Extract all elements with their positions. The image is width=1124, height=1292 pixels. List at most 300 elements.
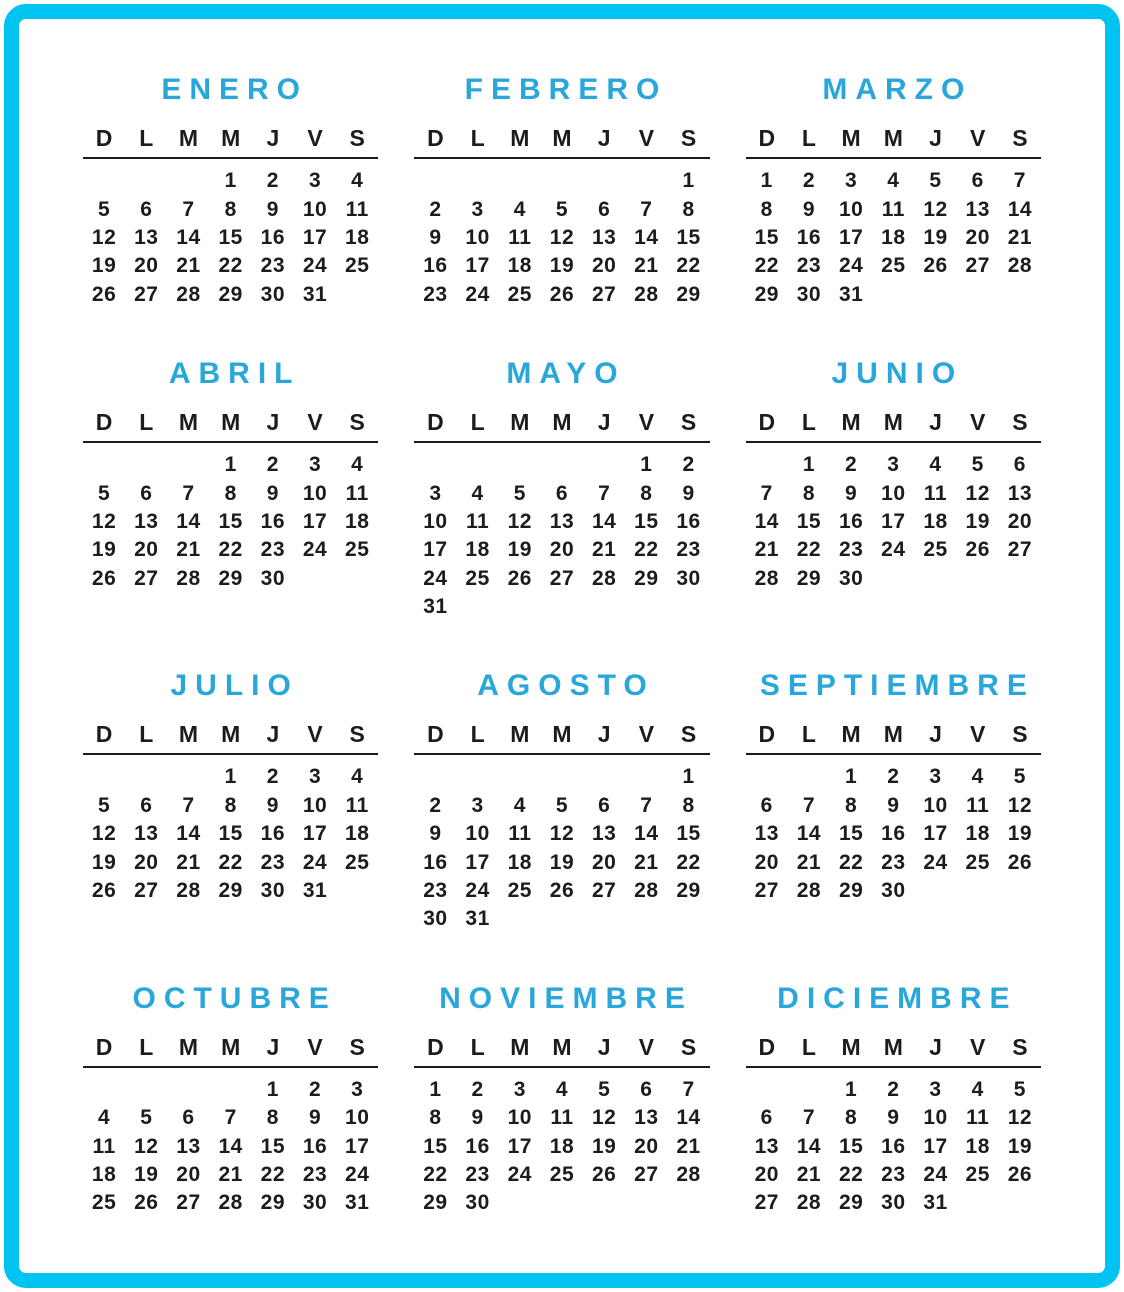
day-cell: 30 — [838, 566, 864, 590]
weekday-label: M — [221, 125, 241, 151]
day-cell: 9 — [887, 1106, 900, 1130]
month-julio — [83, 671, 378, 905]
day-cell: 18 — [965, 822, 990, 846]
day-cell: 13 — [591, 822, 617, 846]
week-row — [83, 1104, 378, 1132]
day-cell: 8 — [845, 1106, 858, 1130]
day-cell: 27 — [134, 566, 159, 590]
day-cell: 8 — [845, 793, 858, 817]
day-cell: 17 — [838, 225, 864, 249]
day-cell: 30 — [423, 907, 448, 931]
day-cell: 8 — [760, 197, 773, 221]
day-cell: 3 — [513, 1077, 526, 1101]
week-row — [746, 820, 1041, 848]
day-cell: 17 — [923, 822, 948, 846]
day-cell: 6 — [555, 481, 569, 505]
weeks-grid — [746, 167, 1041, 309]
week-row — [414, 195, 709, 223]
day-cell: 6 — [760, 793, 773, 817]
weekday-label: V — [970, 125, 986, 151]
day-cell: 18 — [507, 850, 532, 874]
day-cell: 2 — [887, 765, 900, 789]
week-row — [83, 536, 378, 564]
day-cell: 29 — [260, 1191, 286, 1215]
weekday-label: D — [427, 125, 444, 151]
day-cell: 5 — [98, 793, 111, 817]
day-cell: 17 — [465, 254, 490, 278]
day-cell: 9 — [308, 1106, 322, 1130]
day-cell: 14 — [796, 1134, 822, 1158]
day-cell: 7 — [640, 197, 653, 221]
day-cell: 16 — [881, 822, 906, 846]
day-cell: 22 — [796, 538, 822, 562]
day-cell: 3 — [929, 765, 942, 789]
day-cell: 28 — [176, 566, 201, 590]
day-cell: 15 — [218, 509, 243, 533]
weekday-label: L — [801, 125, 816, 151]
day-cell: 13 — [754, 1134, 779, 1158]
day-cell: 12 — [91, 822, 117, 846]
weekday-label: L — [801, 1033, 816, 1060]
weekday-label: V — [970, 408, 986, 435]
day-cell: 18 — [881, 225, 906, 249]
day-cell: 5 — [555, 793, 569, 817]
day-cell: 16 — [881, 1134, 906, 1158]
day-cell: 18 — [549, 1134, 575, 1158]
day-cell: 6 — [971, 169, 984, 193]
day-cell: 27 — [634, 1163, 659, 1186]
weekday-label: V — [638, 125, 655, 151]
week-row — [746, 792, 1041, 820]
day-cell: 19 — [1007, 1134, 1033, 1158]
day-cell: 28 — [176, 879, 201, 903]
day-cell: 21 — [176, 850, 201, 874]
day-cell: 31 — [465, 907, 490, 931]
weeks-grid — [83, 1076, 378, 1218]
day-cell: 19 — [591, 1134, 617, 1158]
day-cell: 15 — [423, 1134, 448, 1158]
day-cell: 14 — [218, 1134, 243, 1158]
day-cell: 11 — [966, 793, 990, 817]
weekday-label: S — [1012, 1033, 1028, 1060]
day-cell: 23 — [302, 1163, 328, 1186]
day-cell: 2 — [845, 453, 858, 477]
week-row — [83, 1132, 378, 1160]
day-cell: 24 — [465, 282, 490, 306]
day-cell: 24 — [302, 850, 328, 874]
weekday-header-row — [414, 1033, 709, 1068]
week-row — [414, 1189, 709, 1217]
month-abril — [83, 356, 378, 593]
day-cell: 21 — [1007, 225, 1033, 249]
weekday-label: M — [841, 125, 861, 151]
day-cell: 13 — [549, 509, 575, 533]
day-cell: 8 — [224, 481, 237, 505]
week-row — [414, 252, 709, 280]
day-cell: 25 — [345, 850, 370, 874]
day-cell: 24 — [345, 1163, 370, 1186]
day-cell: 4 — [351, 765, 364, 789]
weekday-label: J — [597, 721, 611, 748]
day-cell: 6 — [640, 1077, 653, 1101]
day-cell: 11 — [923, 481, 948, 505]
week-row — [83, 281, 378, 309]
day-cell: 23 — [423, 879, 448, 903]
day-cell: 30 — [796, 282, 822, 306]
month-title: FEBRERO — [464, 73, 668, 106]
weekday-label: M — [841, 1033, 861, 1060]
weekday-header-row — [83, 127, 378, 159]
day-cell: 26 — [591, 1163, 617, 1186]
week-row — [746, 1161, 1041, 1189]
day-cell: 10 — [345, 1106, 370, 1130]
day-cell: 22 — [754, 254, 779, 278]
weekday-header-row — [414, 408, 709, 443]
weekday-label: L — [801, 408, 816, 435]
day-cell: 25 — [507, 282, 532, 306]
weekday-label: S — [349, 408, 365, 435]
weeks-grid — [414, 167, 709, 309]
day-cell: 24 — [881, 538, 906, 562]
day-cell: 14 — [591, 509, 617, 533]
month-title: SEPTIEMBRE — [759, 669, 1035, 703]
day-cell: 23 — [260, 538, 286, 562]
day-cell: 21 — [634, 850, 659, 874]
day-cell: 20 — [754, 1163, 779, 1186]
day-cell: 14 — [1007, 197, 1033, 221]
week-row — [746, 508, 1041, 536]
day-cell: 28 — [634, 282, 659, 306]
month-diciembre — [746, 981, 1041, 1218]
day-cell: 14 — [634, 225, 659, 249]
day-cell: 24 — [923, 850, 948, 874]
month-mayo — [414, 356, 709, 621]
month-title: DICIEMBRE — [777, 981, 1018, 1015]
weekday-label: J — [929, 1033, 942, 1060]
month-title: JULIO — [170, 669, 299, 703]
day-cell: 20 — [134, 254, 159, 278]
day-cell: 10 — [465, 225, 490, 249]
day-cell: 14 — [754, 509, 779, 533]
weekday-label: J — [597, 408, 611, 435]
weekday-label: M — [221, 1033, 241, 1060]
weekday-header-row — [83, 1033, 378, 1068]
day-cell: 8 — [266, 1106, 279, 1130]
day-cell: 3 — [308, 765, 322, 789]
weekday-label: M — [178, 721, 199, 748]
day-cell: 10 — [507, 1106, 532, 1130]
day-cell: 6 — [140, 793, 153, 817]
weekday-header-row — [746, 127, 1041, 159]
month-septiembre — [746, 671, 1041, 905]
day-cell: 11 — [508, 822, 532, 846]
day-cell: 30 — [676, 566, 701, 590]
month-title: ENERO — [161, 73, 308, 106]
week-row — [746, 763, 1041, 791]
weeks-grid — [414, 1076, 709, 1218]
day-cell: 27 — [965, 254, 990, 278]
day-cell: 7 — [1013, 169, 1026, 193]
week-row — [746, 848, 1041, 876]
weekday-label: S — [680, 125, 697, 151]
day-cell: 31 — [923, 1191, 948, 1215]
day-cell: 15 — [218, 822, 243, 846]
weekday-label: M — [883, 721, 903, 748]
day-cell: 7 — [802, 793, 816, 817]
day-cell: 2 — [429, 197, 442, 221]
day-cell: 9 — [887, 793, 900, 817]
week-row — [746, 451, 1041, 479]
day-cell: 28 — [676, 1163, 701, 1186]
weekday-label: L — [139, 1033, 154, 1060]
day-cell: 28 — [796, 1191, 822, 1215]
weeks-grid — [746, 451, 1041, 593]
week-row — [414, 848, 709, 876]
day-cell: 17 — [881, 509, 906, 533]
week-row — [83, 820, 378, 848]
weekday-label: S — [1012, 125, 1028, 151]
day-cell: 16 — [465, 1134, 490, 1158]
day-cell: 13 — [134, 822, 159, 846]
day-cell: 19 — [1007, 822, 1033, 846]
day-cell: 6 — [140, 481, 153, 505]
day-cell: 20 — [1007, 509, 1033, 533]
day-cell: 25 — [965, 850, 990, 874]
day-cell: 26 — [549, 282, 575, 306]
day-cell: 3 — [471, 197, 484, 221]
day-cell: 14 — [176, 822, 201, 846]
day-cell: 25 — [549, 1163, 575, 1186]
day-cell: 21 — [754, 538, 779, 562]
week-row — [746, 252, 1041, 280]
day-cell: 20 — [754, 850, 779, 874]
day-cell: 21 — [796, 1163, 822, 1186]
day-cell: 23 — [796, 254, 822, 278]
day-cell: 30 — [465, 1191, 490, 1215]
day-cell: 17 — [423, 538, 448, 562]
week-row — [83, 195, 378, 223]
day-cell: 27 — [1007, 538, 1033, 562]
day-cell: 4 — [98, 1106, 111, 1130]
week-row — [414, 820, 709, 848]
day-cell: 28 — [796, 879, 822, 903]
weekday-label: M — [883, 125, 903, 151]
day-cell: 5 — [1013, 765, 1026, 789]
day-cell: 11 — [345, 481, 369, 505]
weekday-label: S — [1012, 721, 1028, 748]
day-cell: 29 — [838, 1191, 864, 1215]
weekday-label: D — [758, 721, 776, 748]
day-cell: 13 — [634, 1106, 659, 1130]
day-cell: 2 — [471, 1077, 484, 1101]
weeks-grid — [414, 763, 709, 933]
day-cell: 10 — [838, 197, 864, 221]
weekday-label: S — [680, 1033, 697, 1060]
day-cell: 7 — [182, 197, 195, 221]
day-cell: 2 — [887, 1077, 900, 1101]
weekday-label: S — [680, 408, 697, 435]
week-row — [746, 167, 1041, 195]
day-cell: 5 — [98, 481, 111, 505]
month-enero — [83, 75, 378, 309]
weekday-label: J — [597, 125, 611, 151]
day-cell: 20 — [634, 1134, 659, 1158]
day-cell: 22 — [260, 1163, 286, 1186]
day-cell: 20 — [134, 538, 159, 562]
week-row — [746, 1076, 1041, 1104]
week-row — [746, 536, 1041, 564]
day-cell: 5 — [98, 197, 111, 221]
month-title: ABRIL — [168, 356, 301, 390]
day-cell: 22 — [218, 850, 243, 874]
weekday-label: M — [221, 408, 241, 435]
week-row — [746, 479, 1041, 507]
weekday-label: M — [883, 1033, 903, 1060]
day-cell: 12 — [923, 197, 948, 221]
day-cell: 1 — [640, 453, 653, 477]
day-cell: 20 — [965, 225, 990, 249]
day-cell: 22 — [218, 254, 243, 278]
day-cell: 25 — [923, 538, 948, 562]
day-cell: 4 — [887, 169, 900, 193]
weekday-label: M — [510, 408, 530, 435]
day-cell: 25 — [965, 1163, 990, 1186]
day-cell: 1 — [802, 453, 816, 477]
day-cell: 2 — [266, 765, 279, 789]
day-cell: 7 — [182, 793, 195, 817]
weekday-label: S — [1012, 408, 1028, 435]
day-cell: 11 — [345, 793, 369, 817]
day-cell: 29 — [634, 566, 659, 590]
weekday-label: M — [552, 125, 572, 151]
day-cell: 30 — [260, 282, 286, 306]
weekday-label: V — [638, 1033, 655, 1060]
weekday-label: D — [427, 721, 444, 748]
day-cell: 26 — [507, 566, 532, 590]
month-title: OCTUBRE — [132, 981, 337, 1015]
day-cell: 3 — [929, 1077, 942, 1101]
week-row — [83, 167, 378, 195]
day-cell: 16 — [796, 225, 822, 249]
month-marzo — [746, 75, 1041, 309]
day-cell: 13 — [176, 1134, 201, 1158]
day-cell: 14 — [176, 509, 201, 533]
day-cell: 16 — [302, 1134, 328, 1158]
weekday-label: L — [801, 721, 816, 748]
day-cell: 5 — [929, 169, 942, 193]
weekday-label: M — [552, 1033, 572, 1060]
day-cell: 4 — [555, 1077, 569, 1101]
day-cell: 26 — [1007, 1163, 1033, 1186]
day-cell: 21 — [591, 538, 617, 562]
weeks-grid — [83, 763, 378, 905]
day-cell: 9 — [471, 1106, 484, 1130]
day-cell: 17 — [345, 1134, 370, 1158]
day-cell: 27 — [134, 879, 159, 903]
day-cell: 26 — [91, 282, 117, 306]
day-cell: 27 — [754, 879, 779, 903]
day-cell: 8 — [429, 1106, 442, 1130]
day-cell: 22 — [838, 1163, 864, 1186]
day-cell: 14 — [634, 822, 659, 846]
week-row — [414, 479, 709, 507]
day-cell: 12 — [549, 822, 575, 846]
weekday-header-row — [83, 723, 378, 755]
day-cell: 8 — [802, 481, 816, 505]
day-cell: 1 — [682, 765, 695, 789]
weeks-grid — [746, 1076, 1041, 1218]
day-cell: 24 — [507, 1163, 532, 1186]
weekday-header-row — [746, 408, 1041, 443]
day-cell: 6 — [598, 197, 611, 221]
day-cell: 23 — [465, 1163, 490, 1186]
day-cell: 11 — [345, 197, 369, 221]
day-cell: 2 — [308, 1077, 322, 1101]
months-grid — [83, 75, 1041, 1218]
weekday-label: D — [95, 721, 113, 748]
day-cell: 6 — [598, 793, 611, 817]
week-row — [83, 1161, 378, 1189]
day-cell: 18 — [345, 225, 370, 249]
day-cell: 30 — [881, 879, 906, 903]
day-cell: 7 — [802, 1106, 816, 1130]
weekday-label: M — [221, 721, 241, 748]
day-cell: 25 — [881, 254, 906, 278]
week-row — [414, 1076, 709, 1104]
day-cell: 29 — [676, 879, 701, 903]
day-cell: 1 — [266, 1077, 279, 1101]
day-cell: 19 — [91, 254, 117, 278]
day-cell: 4 — [929, 453, 942, 477]
week-row — [414, 536, 709, 564]
month-agosto — [414, 671, 709, 933]
weekday-label: D — [427, 1033, 444, 1060]
day-cell: 29 — [676, 282, 701, 306]
day-cell: 4 — [351, 453, 364, 477]
day-cell: 10 — [465, 822, 490, 846]
day-cell: 26 — [1007, 850, 1033, 874]
week-row — [414, 905, 709, 933]
weeks-grid — [414, 451, 709, 621]
week-row — [746, 224, 1041, 252]
day-cell: 16 — [676, 509, 701, 533]
day-cell: 27 — [591, 282, 617, 306]
week-row — [746, 1104, 1041, 1132]
day-cell: 6 — [140, 197, 153, 221]
day-cell: 7 — [760, 481, 773, 505]
day-cell: 27 — [754, 1191, 779, 1215]
day-cell: 30 — [260, 879, 286, 903]
day-cell: 24 — [465, 879, 490, 903]
day-cell: 20 — [591, 850, 617, 874]
weekday-header-row — [414, 127, 709, 159]
day-cell: 23 — [260, 850, 286, 874]
day-cell: 5 — [555, 197, 569, 221]
day-cell: 28 — [218, 1191, 243, 1215]
day-cell: 27 — [176, 1191, 201, 1215]
day-cell: 21 — [218, 1163, 243, 1186]
day-cell: 26 — [91, 566, 117, 590]
day-cell: 3 — [887, 453, 900, 477]
weekday-header-row — [746, 1033, 1041, 1068]
day-cell: 7 — [640, 793, 653, 817]
day-cell: 9 — [845, 481, 858, 505]
day-cell: 2 — [266, 453, 279, 477]
weekday-label: S — [680, 721, 697, 748]
day-cell: 16 — [423, 850, 448, 874]
weekday-label: V — [307, 408, 323, 435]
day-cell: 29 — [796, 566, 822, 590]
